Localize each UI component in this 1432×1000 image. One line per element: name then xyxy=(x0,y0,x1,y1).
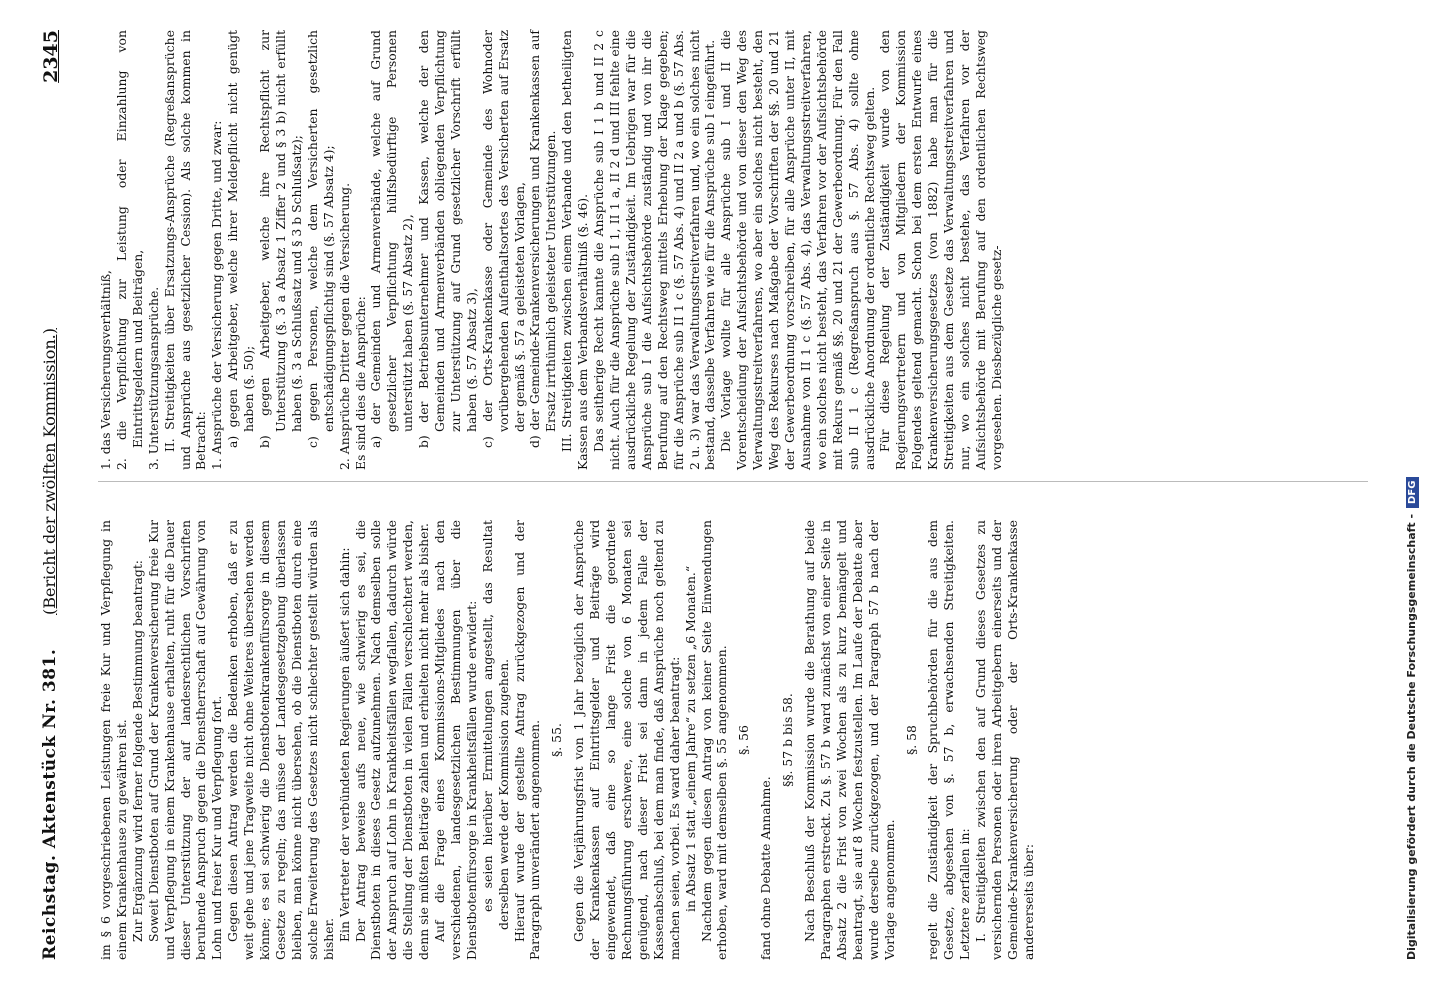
header-section: (Bericht der zwölften Kommission.) xyxy=(40,328,59,615)
sub-list-item: d) der Gemeinde-Krankenversicherungen und Krankenkassen auf Ersatz irrthümlich geleisteter Unterstützungen. xyxy=(527,30,559,448)
paragraph: Gegen die Verjährungsfrist von 1 Jahr bezüglich der Ansprüche der Krankenkassen auf Eintrittsgelder und Beiträge wird eingewendet, daß eine so lange Frist die geordnete Rechnungsführung erschwere, eine solche von 6 Monaten sei genügend, nach dieser Frist sei dann in jedem Falle der Kassenabschluß, bei dem man finde, daß Ansprüche noch geltend zu machen seien, vorbei. Es ward daher beantragt: xyxy=(571,520,682,960)
paragraph: Das seitherige Recht kannte die Ansprüche sub I 1 b und II 2 c nicht. Auch für die Ansprüche sub I 1, II 1 a, II 2 d und III fehlte eine ausdrückliche Regelung der Zuständigkeit. Im Uebrigen war für die Ansprüche sub I die Aufsichtsbehörde zuständig und von ihr die Berufung auf den Rechtsweg mittels Erhebung der Klage gegeben; für die Ansprüche sub II 1 c (§. 57 Abs. 4) und II 2 a und b (§. 57 Abs. 2 u. 3) war das Verwaltungsstreitverfahren und, wo ein solches nicht bestand, dasselbe Verfahren wie für die Ansprüche sub I eingeführt. xyxy=(591,30,718,470)
sub-list-item: a) der Gemeinden und Armenverbände, welche auf Grund gesetzlicher Verpflichtung hülfsbedürftige Personen unterstützt haben (§. 57 Absatz 2), xyxy=(368,30,416,448)
paragraph: Nach Beschluß der Kommission wurde die Berathung auf beide Paragraphen erstreckt. Zu §. 57 b ward zunächst von einer Seite in Absatz 2 die Frist von zwei Wochen als zu kurz bemängelt und beantragt, sie auf 8 Wochen festzustellen. Im Laufe der Debatte aber wurde derselbe zurückgezogen, und der Paragraph 57 b nach der Vorlage angenommen. xyxy=(802,520,897,960)
paragraph: III. Streitigkeiten zwischen einem Verbande und den betheiligten Kassen aus dem Verbandsverhältniß (§. 46). xyxy=(559,30,591,470)
dfg-logo: DFG xyxy=(1406,477,1419,508)
paragraph: II. Streitigkeiten über Ersatzungs-Ansprüche (Regreßansprüche und Ansprüche aus gesetzlicher Cession). Als solche kommen in Betracht: xyxy=(161,30,209,470)
right-column xyxy=(98,30,1005,470)
paragraph: Auf die Frage eines Kommissions-Mitgliedes nach den verschiedenen, landesgesetzlichen Bestimmungen über die Dienstbotenfürsorge in Krankheitsfällen wurde erwidert: xyxy=(432,520,479,960)
left-column xyxy=(98,520,1037,960)
paragraph: Zur Ergänzung wird ferner folgende Bestimmung beantragt: xyxy=(129,560,145,942)
sub-list-item: b) der Betriebsunternehmer und Kassen, welche der den Gemeinden und Armenverbänden obliegenden Verpflichtung zur Unterstützung auf Grund gesetzlicher Vorschrift erfüllt haben (§. 57 Absatz 3), xyxy=(416,30,479,448)
page-header xyxy=(40,30,74,960)
paragraph: fand ohne Debatte Annahme. xyxy=(758,776,774,960)
column-divider xyxy=(98,481,1368,482)
sub-list-item: b) gegen Arbeitgeber, welche ihre Rechtspflicht zur Unterstützung (§. 3 a Absatz 1 Ziffer 2 und § 3 b) nicht erfüllt haben (§. 3 a Schlußsatz und § 3 b Schlußsatz); xyxy=(257,30,304,448)
section-heading: §. 56 xyxy=(736,725,752,755)
paragraph: Ein Vertreter der verbündeten Regierungen äußert sich dahin: xyxy=(336,547,352,942)
credit-text: Digitalisierung gefördert durch die Deutsche Forschungsgemeinschaft - xyxy=(1405,513,1418,960)
paragraph: Nachdem gegen diesen Antrag von keiner Seite Einwendungen erhoben, ward mit demselben §. 55 angenommen. xyxy=(698,520,730,960)
list-item: 2. die Verpflichtung zur Leistung oder Einzahlung von Eintrittsgeldern und Beiträgen, xyxy=(113,30,145,470)
page-number: 2345 xyxy=(40,30,62,83)
list-item: 2. Ansprüche Dritter gegen die Versicherung. xyxy=(336,182,352,470)
paragraph: I. Streitigkeiten zwischen den auf Grund dieses Gesetzes zu versichernden Personen oder ihren Arbeitgebern einerseits und der Gemeinde-Krankenversicherung oder der Orts-Krankenkasse andererseits über: xyxy=(973,520,1036,960)
paragraph: Soweit Dienstboten auf Grund der Krankenversicherung freie Kur und Verpflegung in einem Krankenhause erhalten, ruht für die Dauer dieser Unterstützung der auf landesrechtlichen Vorschriften beruhende Anspruch gegen die Dienstherrschaft auf Gewährung von Lohn und freier Kur und Verpflegung fort. xyxy=(145,520,225,960)
paragraph: es seien hierüber Ermittelungen angestellt, das Resultat derselben werde der Kommission zugehen. xyxy=(479,520,511,930)
sub-list-item: c) der Orts-Krankenkasse oder Gemeinde des Wohnoder vorübergehenden Aufenthaltsortes des Versicherten auf Ersatz der gemäß §. 57 a geleisteten Vorlagen, xyxy=(479,30,527,448)
paragraph: Der Antrag beweise aufs neue, wie schwierig es sei, die Dienstboten in dieses Gesetz aufzunehmen. Nach demselben solle der Anspruch auf Lohn in Krankheitsfällen wegfallen, dadurch würde die Stellung der Dienstboten in vielen Fällen verschlechtert werden, denn sie müßten Beiträge zahlen und erhielten nicht mehr als bisher. xyxy=(352,520,432,960)
section-heading: §. 58 xyxy=(903,725,919,755)
header-publication: Reichstag. Aktenstück Nr. 381. xyxy=(40,648,60,960)
section-heading: §. 55. xyxy=(549,723,565,757)
paragraph: Es sind dies die Ansprüche: xyxy=(352,296,368,470)
sub-list-item: a) gegen Arbeitgeber, welche ihrer Meldepflicht nicht genügt haben (§. 50); xyxy=(225,30,257,448)
digitization-credit xyxy=(1405,40,1419,960)
list-item: 1. das Versicherungsverhältniß, xyxy=(98,270,113,470)
paragraph: Für diese Regelung der Zuständigkeit wurde von den Regierungsvertretern und von Mitgliedern der Kommission Folgendes geltend gemacht. Schon bei dem ersten Entwurfe eines Krankenversicherungsgesetzes (von 1882) habe man für die Streitigkeiten aus dem Gesetze das Verwaltungsstreitverfahren und nur, wo ein solches nicht bestehe, das Verfahren vor der Aufsichtsbehörde mit Berufung auf den ordentlichen Rechtsweg vorgesehen. Diesbezügliche gesetz- xyxy=(877,30,1004,470)
paragraph: in Absatz 1 statt „einem Jahre“ zu setzen „6 Monaten.“ xyxy=(682,565,698,912)
paragraph: Die Vorlage wollte für alle Ansprüche sub I und II die Vorentscheidung der Aufsichtsbehörde und von dieser den Weg des Verwaltungsstreitverfahrens, wo aber ein solches nicht besteht, den Weg des Rekurses nach Maßgabe der Vorschriften der §§. 20 und 21 der Gewerbeordnung vorschreiben, für alle Ansprüche unter II, mit Ausnahme von II 1 c (§. 57 Abs. 4), das Verwaltungsstreitverfahren, wo ein solches nicht besteht, das Verfahren vor der Aufsichtsbehörde mit Rekurs gemäß §§. 20 und 21 der Gewerbeordnung. Für den Fall sub II 1 c (Regreßanspruch aus §. 57 Abs. 4) sollte ohne ausdrückliche Anordnung der ordentliche Rechtsweg gelten. xyxy=(718,30,877,470)
paragraph: im § 6 vorgeschriebenen Leistungen freie Kur und Verpflegung in einem Krankenhause zu gewähren ist. xyxy=(98,520,129,960)
list-item: 3. Unterstützungsansprüche. xyxy=(145,286,161,470)
paragraph: Hierauf wurde der gestellte Antrag zurückgezogen und der Paragraph unverändert angenommen. xyxy=(511,520,543,960)
section-heading: §§. 57 b bis 58. xyxy=(780,693,796,787)
paragraph: regelt die Zuständigkeit der Spruchbehörden für die aus dem Gesetze, abgesehen von §. 57 b, erwachsenden Streitigkeiten. Letztere zerfallen in: xyxy=(925,520,973,960)
paragraph: Gegen diesen Antrag werden die Bedenken erhoben, daß er zu weit gehe und jene Tragweite nicht ohne Weiteres übersehen werden könne; es sei schwierig die Dienstbotenkrankenfürsorge in diesem Gesetze zu regeln; das müsse der Landesgesetzgebung überlassen bleiben, man könne nicht übersehen, ob die Dienstboten durch eine solche Erweiterung des Gesetzes nicht schlechter gestellt würden als bisher. xyxy=(225,520,336,960)
list-item: 1. Ansprüche der Versicherung gegen Dritte, und zwar: xyxy=(209,120,225,470)
sub-list-item: c) gegen Personen, welche dem Versicherten gesetzlich entschädigungspflichtig sind (§. 57 Absatz 4); xyxy=(304,30,336,448)
